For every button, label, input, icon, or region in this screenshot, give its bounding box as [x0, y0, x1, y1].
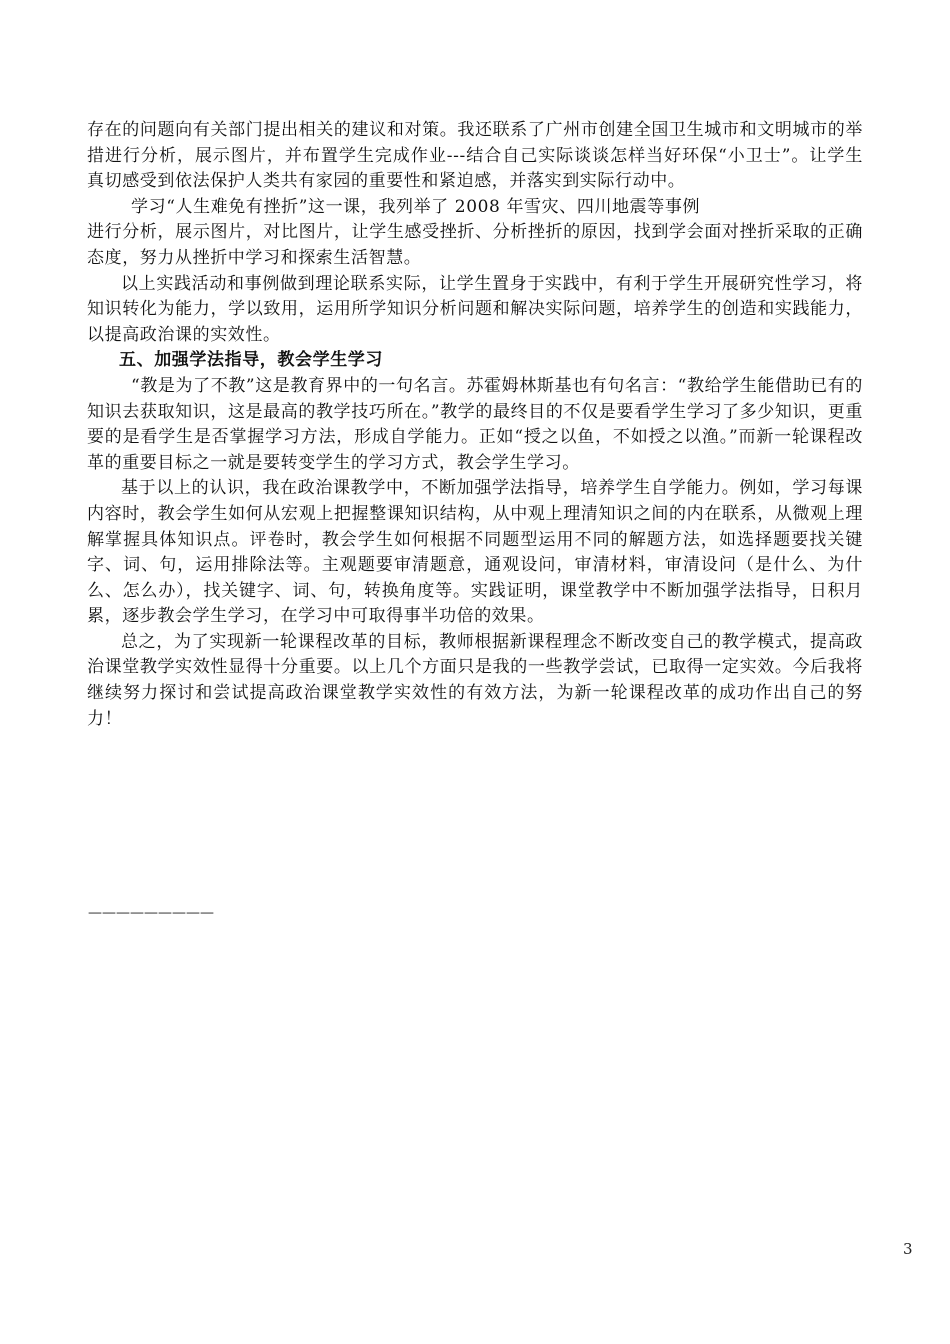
paragraph-teaching-quote: “教是为了不教”这是教育界中的一句名言。苏霍姆林斯基也有句名言：“教给学生能借助已有的知识去获取知识，这是最高的教学技巧所在。”教学的最终目的不仅是要看学生学习了多少知识，更重要的是看学生是否掌握学习方法，形成自学能力。正如“授之以鱼，不如授之以渔。”而新一轮课程改革的重要目标之一就是要转变学生的学习方式，教会学生学习。: [87, 375, 863, 473]
paragraph-environment-practice: 存在的问题向有关部门提出相关的建议和对策。我还联系了广州市创建全国卫生城市和文明城市的举措进行分析，展示图片，并布置学生完成作业---结合自己实际谈谈怎样当好环保“小卫士”。让学生真切感受到依法保护人类共有家园的重要性和紧迫感，并落实到实际行动中。: [87, 120, 863, 192]
paragraph-study-method: 基于以上的认识，我在政治课教学中，不断加强学法指导，培养学生自学能力。例如，学习每课内容时，教会学生如何从宏观上把握整课知识结构，从中观上理清知识之间的内在联系，从微观上理解掌握具体知识点。评卷时，教会学生如何根据不同题型运用不同的解题方法，如选择题要找关键字、词、句，运用排除法等。主观题要审清题意，通观设问，审清材料，审清设问（是什么、为什么、怎么办），找关键字、词、句，转换角度等。实践证明，课堂教学中不断加强学法指导，日积月累，逐步教会学生学习，在学习中可取得事半功倍的效果。: [87, 478, 863, 627]
paragraph-setback-lesson: 学习“人生难免有挫折”这一课，我列举了 2008 年雪灾、四川地震等事例: [131, 196, 701, 217]
document-body: [87, 118, 863, 732]
paragraph-conclusion: 总之，为了实现新一轮课程改革的目标，教师根据新课程理念不断改变自己的教学模式，提高政治课堂教学实效性显得十分重要。以上几个方面只是我的一些教学尝试，已取得一定实效。今后我将继续努力探讨和尝试提高政治课堂教学实效性的有效方法，为新一轮课程改革的成功作出自己的努力！: [87, 631, 863, 729]
section-heading: 五、加强学法指导，教会学生学习: [119, 350, 383, 371]
footnote-separator: —————————: [88, 905, 214, 921]
paragraph-setback-analysis: 进行分析，展示图片，对比图片，让学生感受挫折、分析挫折的原因，找到学会面对挫折采取的正确态度，努力从挫折中学习和探索生活智慧。: [87, 222, 863, 268]
paragraph-practice-summary: 以上实践活动和事例做到理论联系实际，让学生置身于实践中，有利于学生开展研究性学习，将知识转化为能力，学以致用，运用所学知识分析问题和解决实际问题，培养学生的创造和实践能力，以提高政治课的实效性。: [87, 273, 863, 345]
page-number: 3: [903, 1240, 913, 1258]
